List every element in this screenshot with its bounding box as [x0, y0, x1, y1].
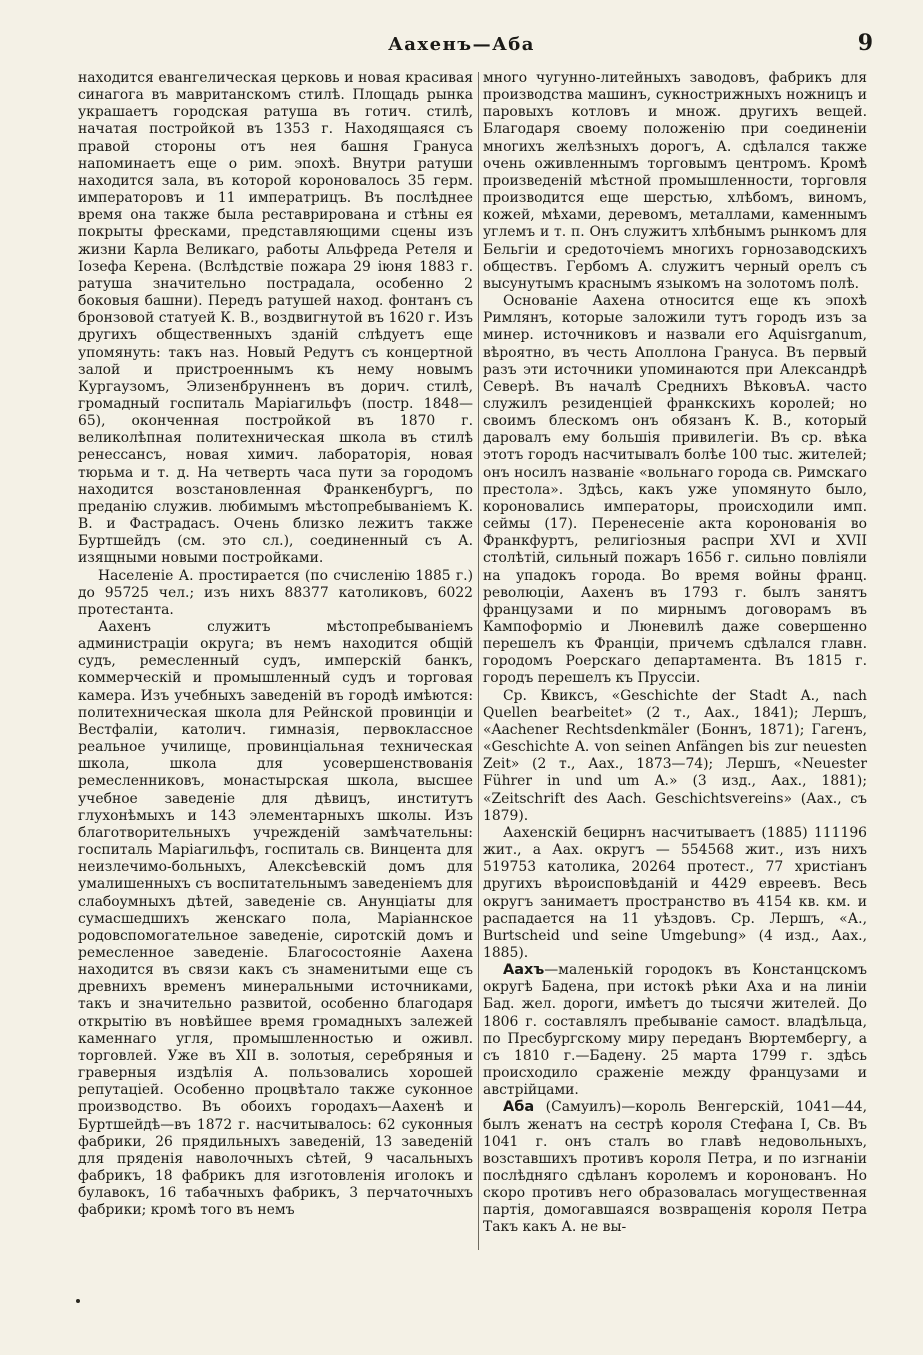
- paragraph-administration: Аахенъ служитъ мѣстопребываніемъ администраціи округа; въ немъ находится общій судъ, ремесленный судъ, имперскій банкъ, коммерческій и промышленный судъ и торговая камера. Изъ учебныхъ заведеній въ городѣ имѣются: политехническая школа для Рейнской провинціи и Вестфаліи, католич. гимназія, первоклассное реальное училище, провинціальная техническая школа, школа для усовершенствованія ремесленниковъ, монастырская школа, высшее учебное заведеніе для дѣвицъ, институтъ глухонѣмыхъ и 143 элементарныхъ школы. Изъ благотворительныхъ учрежденій замѣчательны: госпиталь Маріагильфъ, госпиталь св. Винцента для неизлечимо-больныхъ, Алексѣевскій домъ для умалишенныхъ съ воспитательнымъ заведеніемъ для слабоумныхъ дѣтей, заведеніе св. Анунціаты для сумасшедшихъ женскаго пола, Маріаннское родовспомогательное заведеніе, сиротскій домъ и ремесленное заведеніе. Благосостояніе Аахена находится въ связи какъ съ знаменитыми еще съ древнихъ временъ минеральными источниками, такъ и значительно развитой, особенно благодаря открытію въ новѣйшее время громадныхъ залежей каменнаго угля, промышленностью и оживл. торговлей. Уже въ XII в. золотыя, серебряныя и граверныя издѣлія А. пользовались хорошей репутаціей. Особенно процвѣтало также суконное производство. Въ обоихъ городахъ—Аахенѣ и Буртшейдѣ—въ 1872 г. насчитывалось: 62 суконныя фабрики, 26 прядильныхъ заведеній, 13 заведеній для пряденія наволочныхъ сѣтей, 9 часальныхъ фабрикъ, 18 фабрикъ для изготовленія иголокъ и булавокъ, 16 табачныхъ фабрикъ, 3 перчаточныхъ фабрики; кромѣ того въ немъ: [78, 619, 473, 1219]
- paragraph-population: Населеніе А. простирается (по счисленію 1885 г.) до 95725 чел.; изъ нихъ 88377 католиковъ, 6022 протестанта.: [78, 567, 473, 618]
- paragraph-monuments: находится евангелическая церковь и новая красивая синагога въ мавританскомъ стилѣ. Площадь рынка украшаетъ городская ратуша въ готич. стилѣ, начатая постройкой въ 1353 г. Находящаяся съ правой стороны отъ нея башня Грануса напоминаетъ еще о рим. эпохѣ. Внутри ратуши находится зала, въ которой короновалось 35 герм. императоровъ и 11 императрицъ. Въ послѣднее время она также была реставрирована и стѣны ея покрыты фресками, представляющими сцены изъ жизни Карла Великаго, работы Альфреда Ретеля и Іозефа Керена. (Вслѣдствіе пожара 29 іюня 1883 г. ратуша значительно пострадала, особенно 2 боковыя башни). Передъ ратушей наход. фонтанъ съ бронзовой статуей К. В., воздвигнутой въ 1620 г. Изъ другихъ общественныхъ зданій слѣдуетъ еще упомянуть: такъ наз. Новый Редутъ съ концертной залой и пристроеннымъ къ нему новымъ Кургаузомъ, Элизенбрунненъ въ дорич. стилѣ, громадный госпиталь Маріагильфъ (постр. 1848—65), оконченная постройкой въ 1870 г. великолѣпная политехническая школа въ стилѣ ренессансъ, новая химич. лабораторія, новая тюрьма и т. д. На четверть часа пути за городомъ находится возстановленная Франкенбургъ, по преданію служив. любимымъ мѣстопребываніемъ К. В. и Фастрадасъ. Очень близко лежитъ также Буртшейдъ (см. это сл.), соединенный съ А. изящными новыми постройками.: [78, 70, 473, 567]
- right-column: [483, 70, 867, 1237]
- column-divider: [478, 72, 479, 1250]
- ink-spot: [76, 1299, 80, 1303]
- paragraph-district: Аахенскій бецирнъ насчитываетъ (1885) 111196 жит., а Аах. округъ — 554568 жит., изъ нихъ 519753 католика, 20264 протест., 77 христіанъ другихъ вѣроисповѣданій и 4429 евреевъ. Весь округъ занимаетъ пространство въ 4154 кв. км. и распадается на 11 уѣздовъ. Ср. Лершъ, «А., Burtscheid und seine Umgebung» (4 изд., Аах., 1885).: [483, 824, 867, 961]
- running-title: Аахенъ—Аба: [388, 34, 535, 55]
- entry-aba: [483, 1099, 867, 1236]
- left-column: [78, 70, 473, 1219]
- paragraph-history: Основаніе Аахена относится еще къ эпохѣ Римлянъ, которые заложили тутъ городъ изъ за минер. источниковъ и назвали его Aquisrganum, вѣроятно, въ честь Аполлона Грануса. Въ первый разъ эти источники упоминаются при Александрѣ Северѣ. Въ началѣ Среднихъ ВѣковъА. часто служилъ резиденціей франкскихъ королей; но своимъ блескомъ онъ обязанъ К. В., который даровалъ ему большія привилегіи. Въ ср. вѣка этотъ городъ насчитывалъ болѣе 100 тыс. жителей; онъ носилъ названіе «вольнаго города св. Римскаго престола». Здѣсь, какъ уже упомянуто было, короновались императоры, происходили имп. сеймы (17). Перенесеніе акта коронованія во Франкфуртъ, религіозныя распри XVI и XVII столѣтій, сильный пожаръ 1656 г. сильно повліяли на упадокъ города. Во время войны франц. революціи, Аахенъ въ 1793 г. былъ занятъ французами и по мирнымъ договорамъ въ Кампоформіо и Люневилѣ даже совершенно перешелъ къ Франціи, причемъ сдѣлался главн. городомъ Роерскаго департамента. Въ 1815 г. городъ перешелъ къ Пруссіи.: [483, 293, 867, 687]
- paragraph-industry: много чугунно-литейныхъ заводовъ, фабрикъ для производства машинъ, сукнострижныхъ ножницъ и паровыхъ котловъ и множ. другихъ вещей. Благодаря своему положенію при соединеніи многихъ желѣзныхъ дорогъ, А. сдѣлался также очень оживленнымъ торговымъ центромъ. Кромѣ произведеній мѣстной промышленности, торговля производится еще шерстью, хлѣбомъ, виномъ, кожей, мѣхами, деревомъ, металлами, каменнымъ углемъ и т. п. Онъ служитъ хлѣбнымъ рынкомъ для Бельгіи и средоточіемъ многихъ горнозаводскихъ обществъ. Гербомъ А. служитъ черный орелъ съ высунутымъ краснымъ языкомъ на золотомъ полѣ.: [483, 70, 867, 292]
- entry-aba-text: (Самуилъ)—король Венгерскій, 1041—44, былъ женатъ на сестрѣ короля Стефана I, Св. Въ 1041 г. онъ сталъ во главѣ недовольныхъ, возставшихъ противъ короля Петра, и по изгнаніи послѣдняго сдѣланъ королемъ и коронованъ. Но скоро противъ него образовалась могущественная партія, домогавшаяся возвращенія короля Петра Такъ какъ А. не вы-: [483, 1099, 867, 1236]
- paragraph-bibliography: Ср. Квиксъ, «Geschichte der Stadt A., nach Quellen bearbeitet» (2 т., Аах., 1841); Лершъ, «Aachener Rechtsdenkmäler (Боннъ, 1871); Гагенъ, «Geschichte A. von seinen Anfängen bis zur neuesten Zeit» (2 т., Аах., 1873—74); Лершъ, «Neuester Führer in und um A.» (3 изд., Аах., 1881); «Zeitschrift des Aach. Geschichtsvereins» (Аах., съ 1879).: [483, 687, 867, 824]
- page-number: 9: [857, 30, 873, 56]
- entry-aach-text: —маленькій городокъ въ Констанцскомъ округѣ Бадена, при истокѣ рѣки Аха и на линіи Бад. жел. дороги, имѣетъ до тысячи жителей. До 1806 г. составлялъ пребываніе самост. владѣльца, по Пресбургскому миру переданъ Вюртембергу, а съ 1810 г.—Бадену. 25 марта 1799 г. здѣсь происходило сраженіе между французами и австрійцами.: [483, 962, 867, 1099]
- headword-aach: Аахъ: [503, 962, 545, 979]
- headword-aba: Аба: [503, 1099, 535, 1116]
- entry-aach: [483, 962, 867, 1099]
